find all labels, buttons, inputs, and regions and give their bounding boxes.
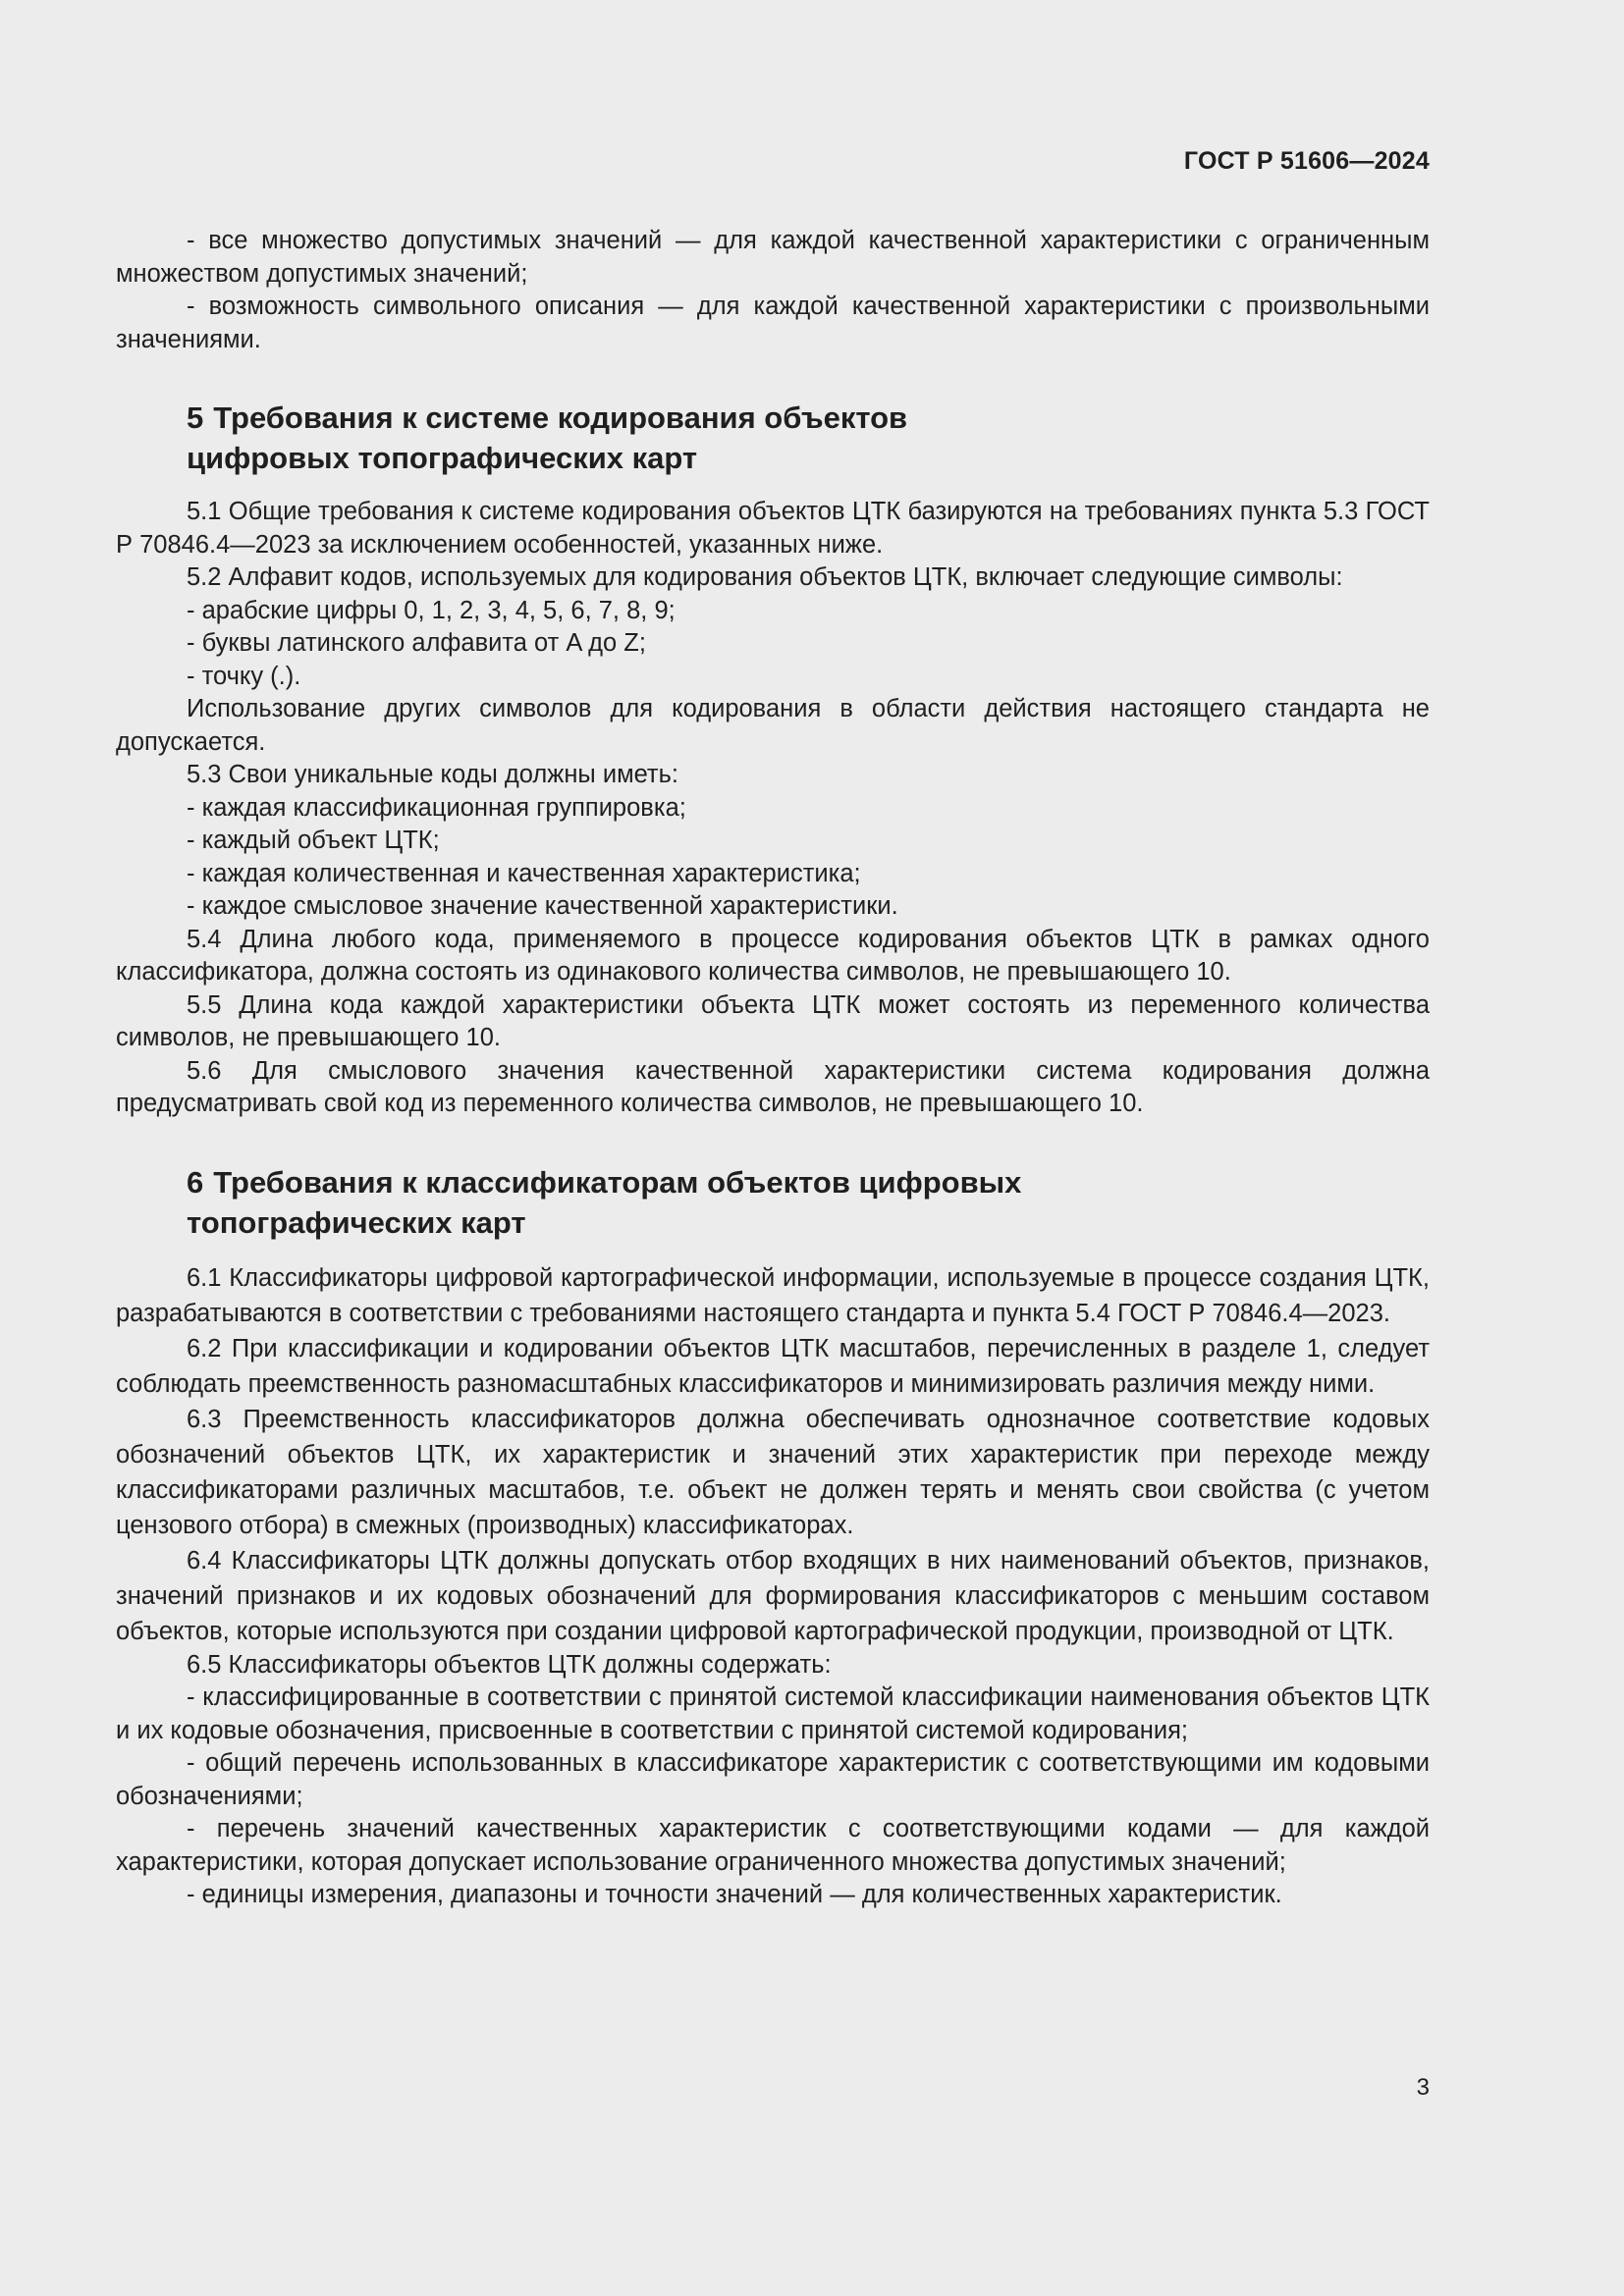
paragraph-5-6: 5.6 Для смыслового значения качественной характеристики система кодирования должна предусматривать свой код из переменного количества символов, не превышающего 10. <box>116 1056 1430 1117</box>
list-item: - общий перечень использованных в классификаторе характеристик с соответствующими им кодовыми обозначениями; <box>116 1749 1430 1810</box>
paragraph-6-5: 6.5 Классификаторы объектов ЦТК должны содержать: <box>187 1650 832 1679</box>
list-item: - буквы латинского алфавита от A до Z; <box>187 629 646 657</box>
list-item: - арабские цифры 0, 1, 2, 3, 4, 5, 6, 7, 8, 9; <box>187 596 676 624</box>
list-item: - единицы измерения, диапазоны и точности значений — для количественных характеристик. <box>187 1881 1282 1908</box>
page-number: 3 <box>1416 2074 1430 2101</box>
section-6-title-line1: Требования к классификаторам объектов цифровых <box>213 1164 1022 1200</box>
list-item: - каждая классификационная группировка; <box>187 793 686 822</box>
list-item: - каждая количественная и качественная характеристика; <box>187 859 861 887</box>
list-item: - каждое смысловое значение качественной характеристики. <box>187 892 898 920</box>
section-5-heading <box>116 398 1430 478</box>
intro-list-item: - все множество допустимых значений — для каждой качественной характеристики с ограниченным множеством допустимых значений; <box>116 227 1430 288</box>
section-5-title-line1: Требования к системе кодирования объектов <box>213 400 908 435</box>
section-6-heading <box>116 1162 1430 1243</box>
paragraph-5-2: 5.2 Алфавит кодов, используемых для кодирования объектов ЦТК, включает следующие символы: <box>187 563 1343 591</box>
intro-list-item: - возможность символьного описания — для каждой качественной характеристики с произвольными значениями. <box>116 293 1430 353</box>
list-item: - каждый объект ЦТК; <box>187 827 440 854</box>
paragraph-5-3: 5.3 Свои уникальные коды должны иметь: <box>187 761 678 788</box>
page-body <box>116 225 1430 1912</box>
paragraph-6-2: 6.2 При классификации и кодировании объектов ЦТК масштабов, перечисленных в разделе 1, следует соблюдать преемственность разномасштабных классификаторов и минимизировать различия между ними. <box>116 1334 1430 1398</box>
paragraph-5-5: 5.5 Длина кода каждой характеристики объекта ЦТК может состоять из переменного количества символов, не превышающего 10. <box>116 990 1430 1051</box>
list-item: - классифицированные в соответствии с принятой системой классификации наименования объектов ЦТК и их кодовые обозначения, присвоенные в соответствии с принятой системой кодирования; <box>116 1683 1430 1744</box>
paragraph-6-3: 6.3 Преемственность классификаторов должна обеспечивать однозначное соответствие кодовых обозначений объектов ЦТК, их характеристик и значений этих характеристик при переходе между классификаторами различных масштабов, т.е. объект не должен терять и менять свои свойства (с учетом цензового отбора) в смежных (производных) классификаторах. <box>116 1405 1430 1539</box>
document-number-header: ГОСТ Р 51606—2024 <box>1183 147 1430 175</box>
section-5-number: 5 <box>187 400 204 435</box>
list-item: - точку (.). <box>187 662 301 690</box>
section-6-number: 6 <box>187 1164 204 1200</box>
paragraph-5-4: 5.4 Длина любого кода, применяемого в процессе кодирования объектов ЦТК в рамках одного классификатора, должна состоять из одинакового количества символов, не превышающего 10. <box>116 925 1430 986</box>
paragraph-6-1: 6.1 Классификаторы цифровой картографической информации, используемые в процессе создания ЦТК, разрабатываются в соответствии с требованиями настоящего стандарта и пункта 5.4 ГОСТ Р 70846.4—2023. <box>116 1263 1430 1327</box>
section-6-title-line2: топографических карт <box>187 1204 526 1240</box>
list-item: - перечень значений качественных характеристик с соответствующими кодами — для каждой характеристики, которая допускает использование ограниченного множества допустимых значений; <box>116 1815 1430 1876</box>
paragraph-5-2-note: Использование других символов для кодирования в области действия настоящего стандарта не допускается. <box>116 695 1430 756</box>
paragraph-5-1: 5.1 Общие требования к системе кодирования объектов ЦТК базируются на требованиях пункта 5.3 ГОСТ Р 70846.4—2023 за исключением особенностей, указанных ниже. <box>116 498 1430 559</box>
paragraph-6-4: 6.4 Классификаторы ЦТК должны допускать отбор входящих в них наименований объектов, признаков, значений признаков и их кодовых обозначений для формирования классификаторов с меньшим составом объектов, которые используются при создании цифровой картографической продукции, производной от ЦТК. <box>116 1546 1430 1645</box>
section-5-title-line2: цифровых топографических карт <box>187 441 698 475</box>
